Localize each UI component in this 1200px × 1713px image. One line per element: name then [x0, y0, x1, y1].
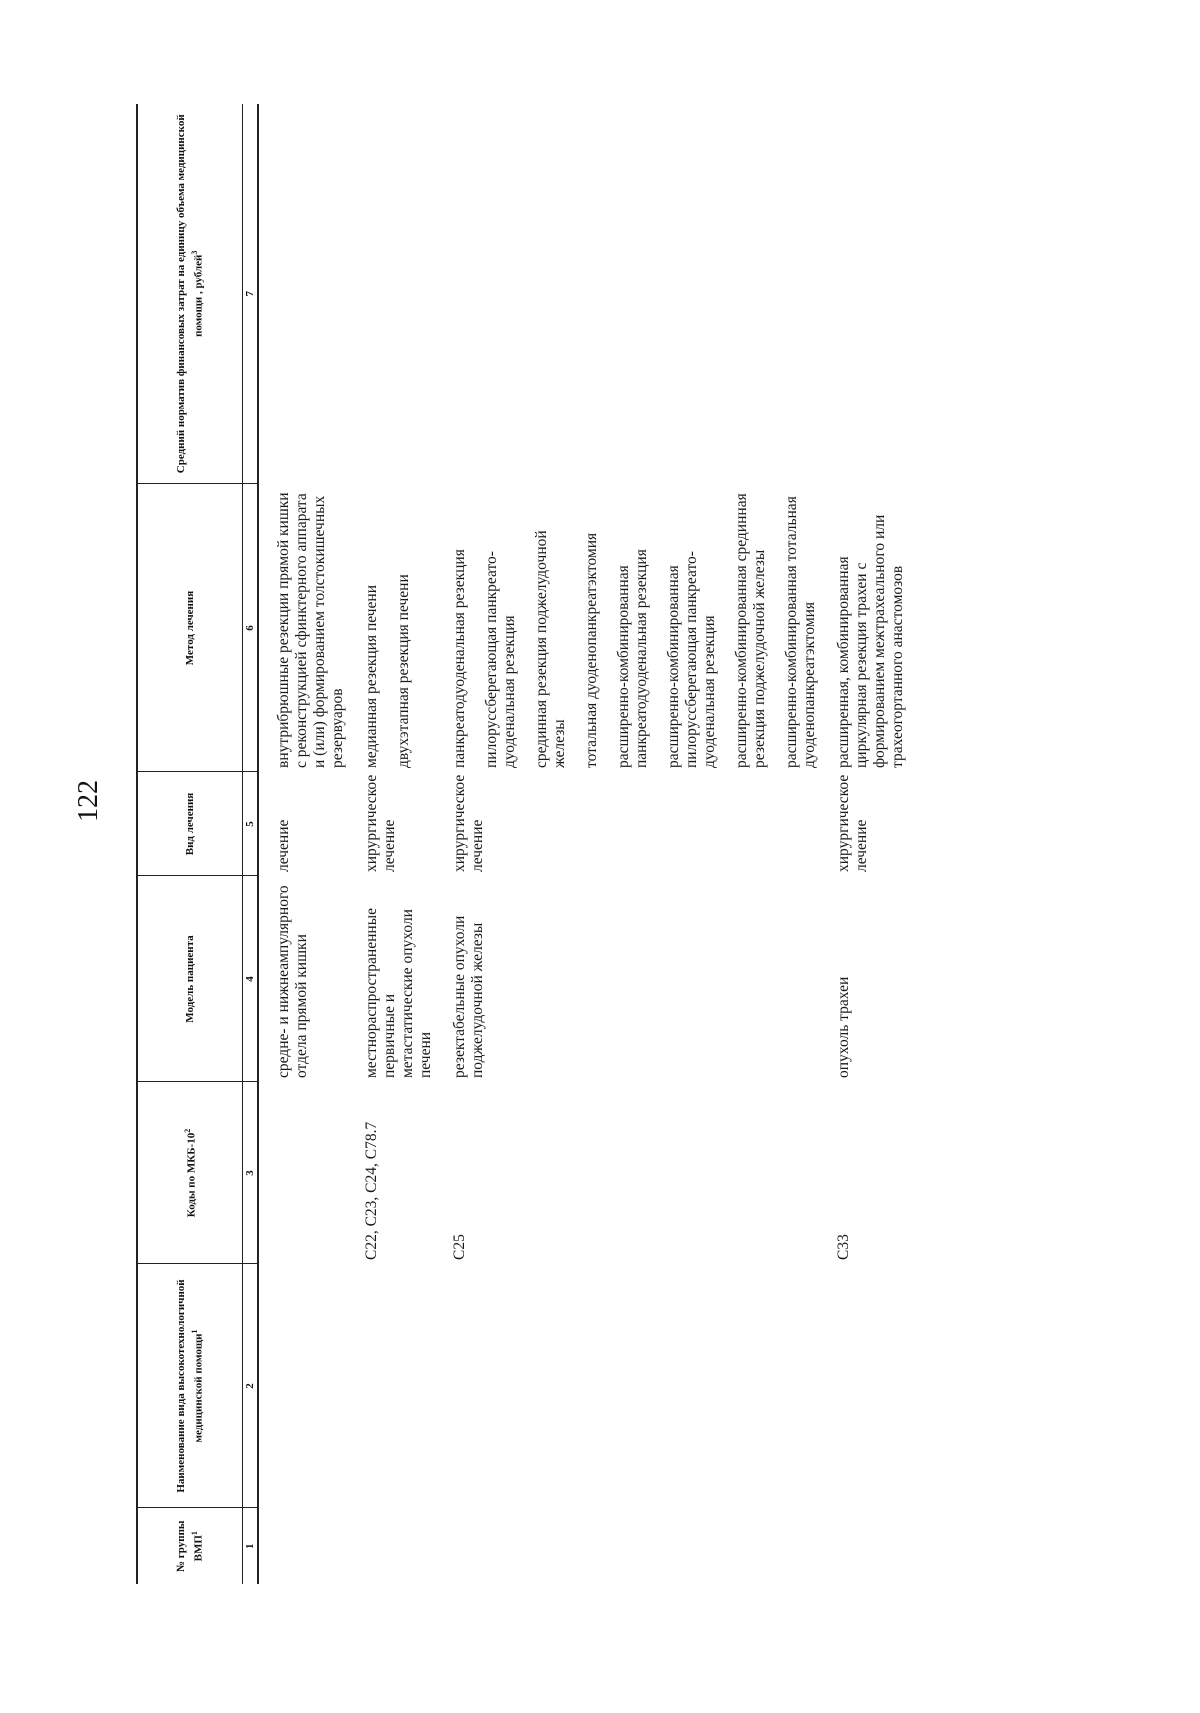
header-patient-model: Модель пациента	[137, 876, 243, 1082]
icd-code	[275, 1082, 347, 1264]
column-number: 2	[243, 1264, 259, 1508]
column-number: 7	[243, 104, 259, 484]
header-icd-codes: Коды по МКБ-$10^2$	[137, 1082, 243, 1264]
treatment-method: медианная резекция печени	[363, 584, 380, 768]
treatment-method: внутрибрюшные резекции прямой кишки с реконструкцией сфинктерного аппарата и (или) формированием толстокишечных резервуаров	[275, 492, 346, 768]
patient-model: резектабельные опухоли поджелудочной железы	[451, 915, 486, 1078]
treatment-type: хирургическое лечение	[835, 774, 870, 872]
treatment-method: панкреатодуоденальная резекция	[451, 549, 468, 768]
treatment-methods	[451, 484, 819, 772]
treatment-method: двухэтапная резекция печени	[395, 574, 412, 768]
treatment-methods	[275, 484, 347, 772]
patient-model: местнораспространенные первичные и метастатические опухоли печени	[363, 908, 434, 1078]
icd-code: C22, C23, C24, C78.7	[363, 1121, 380, 1260]
document-sheet	[136, 104, 1106, 1584]
table-row	[275, 104, 347, 1584]
treatment-type: хирургическое лечение	[451, 774, 486, 872]
header-vmp-name: Наименование вида высокотехнологичной медицинской помощи$^1$	[137, 1264, 243, 1508]
icd-code: C33	[835, 1234, 852, 1260]
column-number-row	[243, 104, 259, 1584]
column-number: 4	[243, 876, 259, 1082]
column-number: 6	[243, 484, 259, 772]
header-group-number: № группы ВМП$^1$	[137, 1508, 243, 1584]
header-row	[137, 104, 243, 1584]
treatment-method: срединная резекция поджелудочной железы	[533, 530, 568, 768]
treatment-method: расширенно-комбинированная тотальная дуоденопанкреатэктомия	[783, 496, 818, 768]
treatment-method: тотальная дуоденопанкреатэктомия	[583, 532, 600, 768]
vmp-table	[136, 104, 907, 1584]
column-number: 1	[243, 1508, 259, 1584]
page-number: 122	[73, 780, 104, 822]
header-cost-standard: Средний норматив финансовых затрат на единицу объема медицинской помощи , рублей$^3$	[137, 104, 243, 484]
table-row	[363, 104, 435, 1584]
patient-model: опухоль трахеи	[835, 976, 852, 1078]
treatment-methods	[363, 484, 435, 772]
header-treatment-method: Метод лечения	[137, 484, 243, 772]
icd-code: C25	[451, 1234, 468, 1260]
treatment-method: расширенно-комбинированная срединная резекция поджелудочной железы	[733, 493, 768, 768]
table-row	[835, 104, 907, 1584]
treatment-method: расширенно-комбинированная пилоруссберегающая панкреато-дуоденальная резекция	[665, 551, 718, 768]
column-number: 3	[243, 1082, 259, 1264]
column-number: 5	[243, 772, 259, 876]
treatment-method: пилоруссберегающая панкреато-дуоденальная резекция	[483, 551, 518, 768]
treatment-methods	[835, 484, 907, 772]
treatment-method: расширенная, комбинированная циркулярная резекция трахеи с формированием межтрахеального или трахеогортанного анастомозов	[835, 514, 906, 768]
header-treatment-type: Вид лечения	[137, 772, 243, 876]
treatment-type: лечение	[275, 819, 292, 872]
treatment-method: расширенно-комбинированная панкреатодуоденальная резекция	[615, 549, 650, 768]
patient-model: средне- и нижнеампулярного отдела прямой кишки	[275, 885, 310, 1078]
table-row	[451, 104, 819, 1584]
treatment-type: хирургическое лечение	[363, 774, 398, 872]
